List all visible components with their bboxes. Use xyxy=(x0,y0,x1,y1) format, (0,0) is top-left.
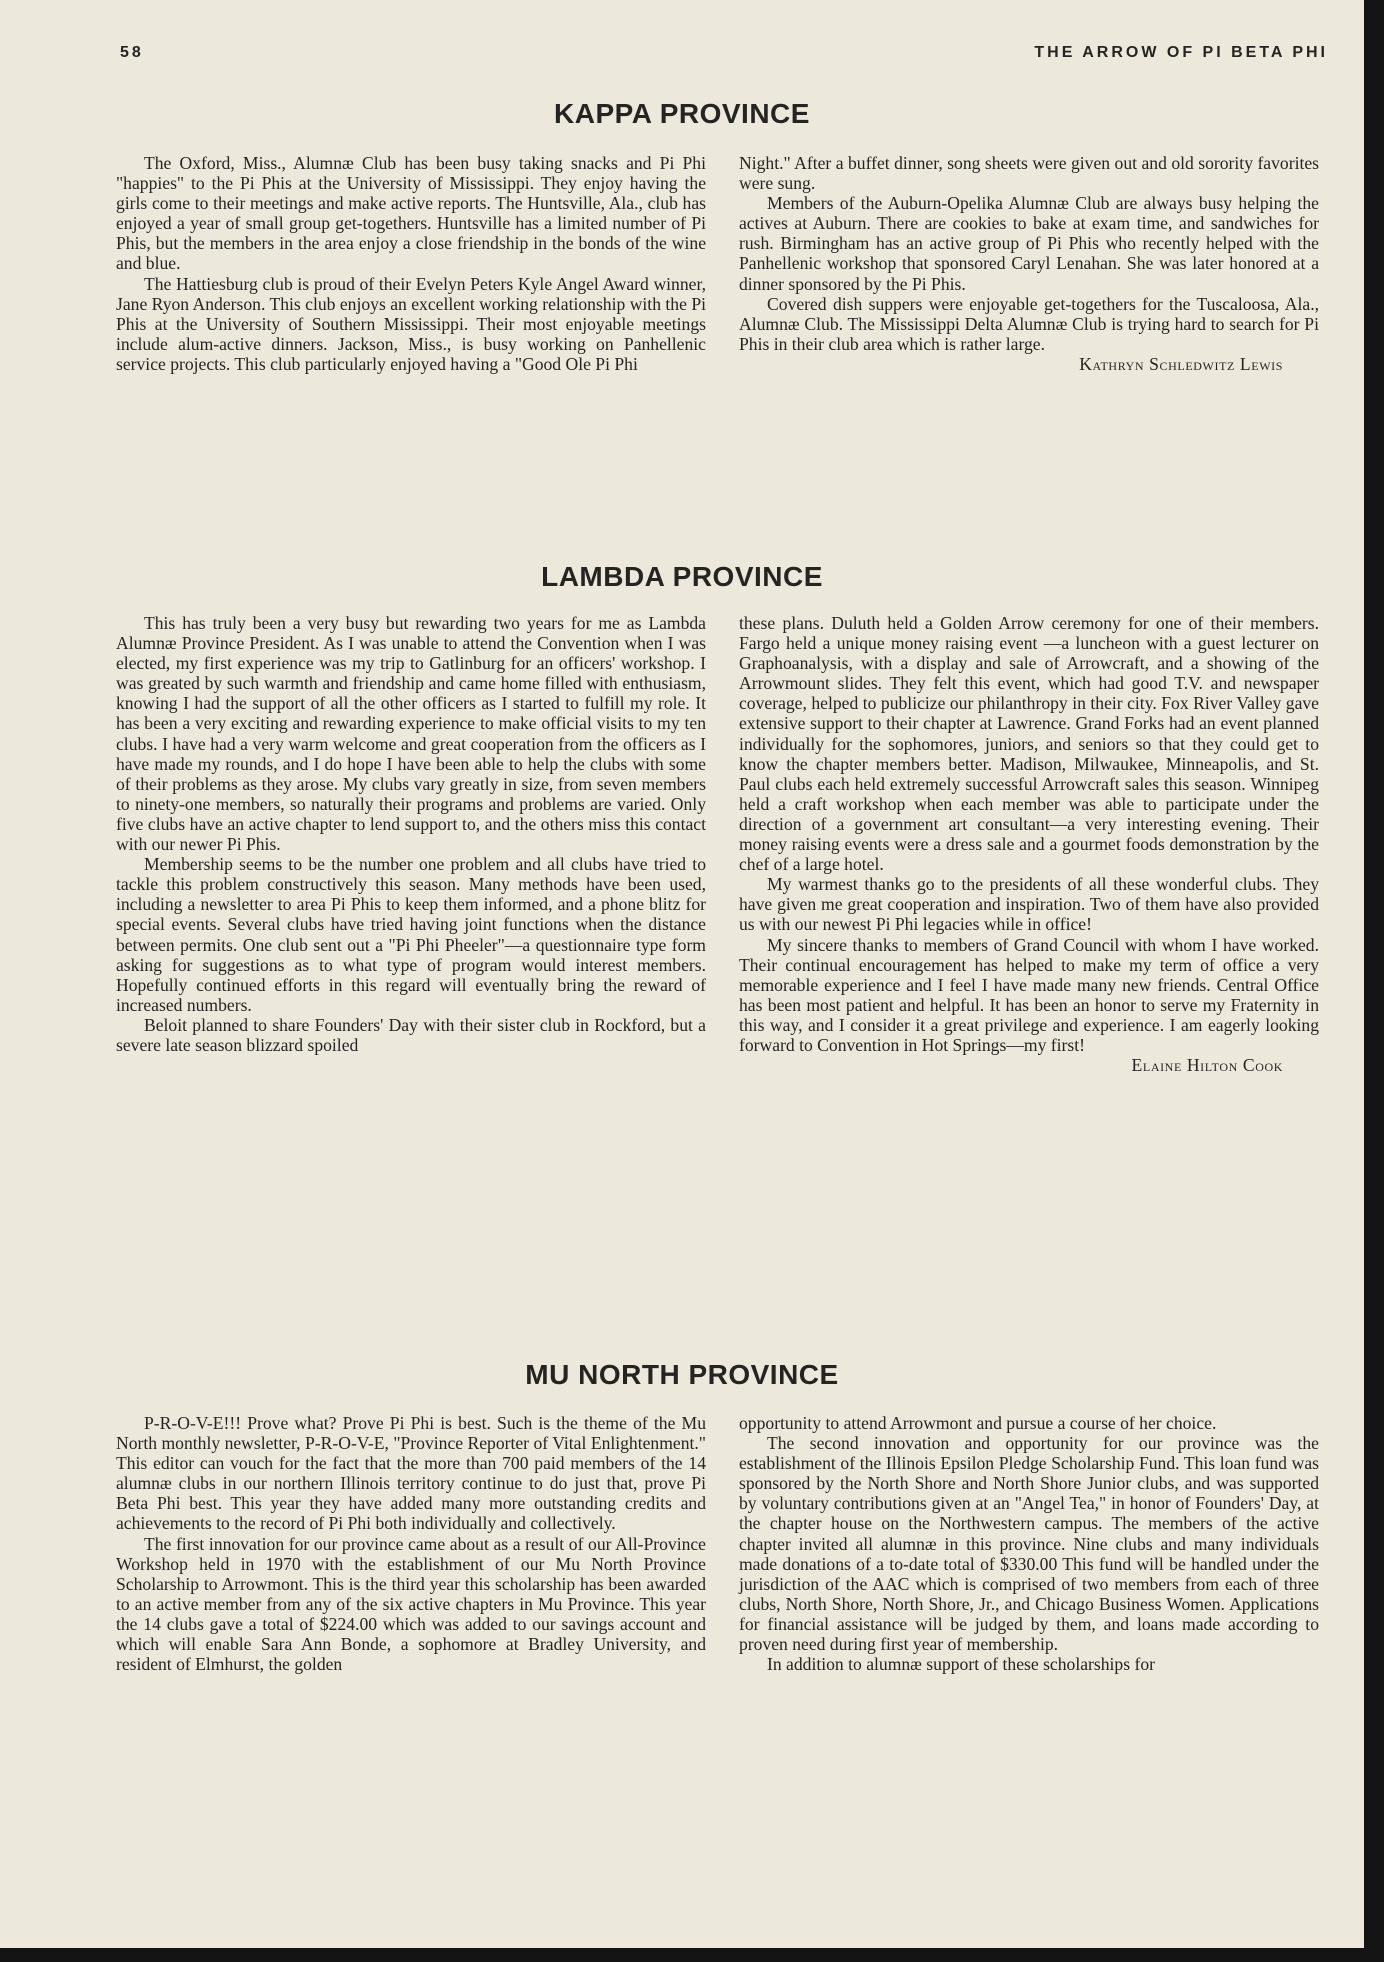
author-signature: Kathryn Schledwitz Lewis xyxy=(1079,353,1283,374)
paragraph: Membership seems to be the number one problem and all clubs have tried to tackle this problem constructively this season. Many methods have been used, including a newsletter to area Pi Phis to keep them informed, and a phone blitz for special events. Several clubs have tried having joint functions when the distance between permits. One club sent out a "Pi Phi Pheeler"—a questionnaire type form asking for suggestions as to what type of program would interest members. Hopefully continued efforts in this regard will eventually bring the reward of increased numbers. xyxy=(116,854,706,1015)
kappa-province-heading: KAPPA PROVINCE xyxy=(554,98,810,129)
mu-north-province-heading: MU NORTH PROVINCE xyxy=(525,1359,839,1390)
paragraph: The Oxford, Miss., Alumnæ Club has been busy taking snacks and Pi Phi "happies" to the Pi Phis at the University of Mississippi. They enjoy having the girls come to their meetings and make active reports. The Huntsville, Ala., club has enjoyed a year of small group get-togethers. Huntsville has a limited number of Pi Phis, but the members in the area enjoy a close friendship in the bonds of the wine and blue. xyxy=(116,153,706,274)
paragraph: The Hattiesburg club is proud of their Evelyn Peters Kyle Angel Award winner, Jane Ryon Anderson. This club enjoys an excellent working relationship with the Pi Phis at the University of Southern Mississippi. Their most enjoyable meetings include alum-active dinners. Jackson, Miss., is busy working on Panhellenic service projects. This club particularly enjoyed having a "Good Ole Pi Phi xyxy=(116,273,706,374)
paragraph: This has truly been a very busy but rewarding two years for me as Lambda Alumnæ Province President. As I was unable to attend the Convention when I was elected, my first experience was my trip to Gatlinburg for an officers' workshop. I was greated by such warmth and friendship and came home filled with enthusiasm, knowing I had the support of all the other officers as I started to fulfill my role. It has been a very exciting and rewarding experience to make official visits to my ten clubs. I have had a very warm welcome and great cooperation from the officers as I have made my rounds, and I do hope I have been able to help the clubs with some of their problems as they arose. My clubs vary greatly in size, from seven members to ninety-one members, so naturally their programs and problems are varied. Only five clubs have an active chapter to lend support to, and the others miss this contact with our newer Pi Phis. xyxy=(116,613,706,855)
kappa-left-column xyxy=(116,153,706,374)
journal-title: THE ARROW OF PI BETA PHI xyxy=(1034,44,1328,61)
paragraph: My sincere thanks to members of Grand Council with whom I have worked. Their continual encouragement has helped to make my term of office a very memorable experience and I feel I have made many new friends. Central Office has been most patient and helpful. It has been an honor to serve my Fraternity in this way, and I consider it a great privilege and experience. I am eagerly looking forward to Convention in Hot Springs—my first! xyxy=(739,934,1319,1055)
paragraph: these plans. Duluth held a Golden Arrow ceremony for one of their members. Fargo held a unique money raising event —a luncheon with a guest lecturer on Graphoanalysis, with a display and sale of Arrowcraft, and a showing of the Arrowmount slides. They felt this event, which had good T.V. and newspaper coverage, helped to publicize our philanthropy in their city. Fox River Valley gave extensive support to their chapter at Lawrence. Grand Forks had an event planned individually for the sophomores, juniors, and seniors so that they could get to know the chapter members better. Madison, Milwaukee, Minneapolis, and St. Paul clubs each held extremely successful Arrowcraft sales this season. Winnipeg held a craft workshop when each member was able to participate under the direction of a government art consultant—a very interesting evening. Their money raising events were a dress sale and a gourmet foods demonstration by the chef of a large hotel. xyxy=(739,613,1319,875)
author-signature: Elaine Hilton Cook xyxy=(1131,1055,1283,1076)
paragraph: In addition to alumnæ support of these scholarships for xyxy=(767,1654,1155,1675)
page-number: 58 xyxy=(120,44,144,61)
paragraph: opportunity to attend Arrowmont and pursue a course of her choice. xyxy=(739,1413,1217,1433)
paragraph: The second innovation and opportunity for our province was the establishment of the Illinois Epsilon Pledge Scholarship Fund. This loan fund was sponsored by the North Shore and North Shore Junior clubs, and was supported by voluntary contributions given at an "Angel Tea," in honor of Founders' Day, at the chapter house on the Northwestern campus. The members of the active chapter invited all alumnæ in this province. Nine clubs and many individuals made donations of a to-date total of $330.00 This fund will be handled under the jurisdiction of the AAC which is comprised of two members from each of three clubs, North Shore, North Shore, Jr., and Chicago Business Women. Applications for financial assistance will be judged by them, and loans made according to proven need during first year of membership. xyxy=(739,1433,1319,1655)
lambda-right-column xyxy=(739,613,1319,1075)
paragraph: Covered dish suppers were enjoyable get-togethers for the Tuscaloosa, Ala., Alumnæ Club. The Mississippi Delta Alumnæ Club is trying hard to search for Pi Phis in their club area which is rather large. xyxy=(739,293,1319,354)
kappa-right-column xyxy=(739,153,1319,374)
paragraph: Night." After a buffet dinner, song sheets were given out and old sorority favorites were sung. xyxy=(739,153,1319,194)
paragraph: My warmest thanks go to the presidents of all these wonderful clubs. They have given me great cooperation and inspiration. Two of them have also provided us with our newest Pi Phi legacies while in office! xyxy=(739,874,1319,935)
running-header xyxy=(120,44,1328,68)
paragraph: The first innovation for our province came about as a result of our All-Province Workshop held in 1970 with the establishment of our Mu North Province Scholarship to Arrowmont. This is the third year this scholarship has been awarded to an active member from any of the six active chapters in Mu Province. This year the 14 clubs gave a total of $224.00 which was added to our savings account and which will enable Sara Ann Bonde, a sophomore at Bradley University, and resident of Elmhurst, the golden xyxy=(116,1533,706,1675)
mu-north-right-column xyxy=(739,1413,1319,1674)
paragraph: Members of the Auburn-Opelika Alumnæ Club are always busy helping the actives at Auburn. There are cookies to bake at exam time, and sandwiches for rush. Birmingham has an active group of Pi Phis who recently helped with the Panhellenic workshop that sponsored Caryl Lenahan. She was later honored at a dinner sponsored by the Pi Phis. xyxy=(739,193,1319,294)
page-edge-right xyxy=(1364,0,1384,1962)
paragraph: Beloit planned to share Founders' Day with their sister club in Rockford, but a severe late season blizzard spoiled xyxy=(116,1014,706,1055)
lambda-left-column xyxy=(116,613,706,1055)
paragraph: P-R-O-V-E!!! Prove what? Prove Pi Phi is best. Such is the theme of the Mu North monthly newsletter, P-R-O-V-E, "Province Reporter of Vital Enlightenment." This editor can vouch for the fact that the more than 700 paid members of the 14 alumnæ clubs in our northern Illinois territory continue to do just that, prove Pi Beta Phi best. This year they have added many more outstanding credits and achievements to the record of Pi Phi both individually and collectively. xyxy=(116,1413,706,1534)
lambda-province-heading: LAMBDA PROVINCE xyxy=(541,561,823,592)
mu-north-left-column xyxy=(116,1413,706,1674)
page-edge-bottom xyxy=(0,1948,1384,1962)
